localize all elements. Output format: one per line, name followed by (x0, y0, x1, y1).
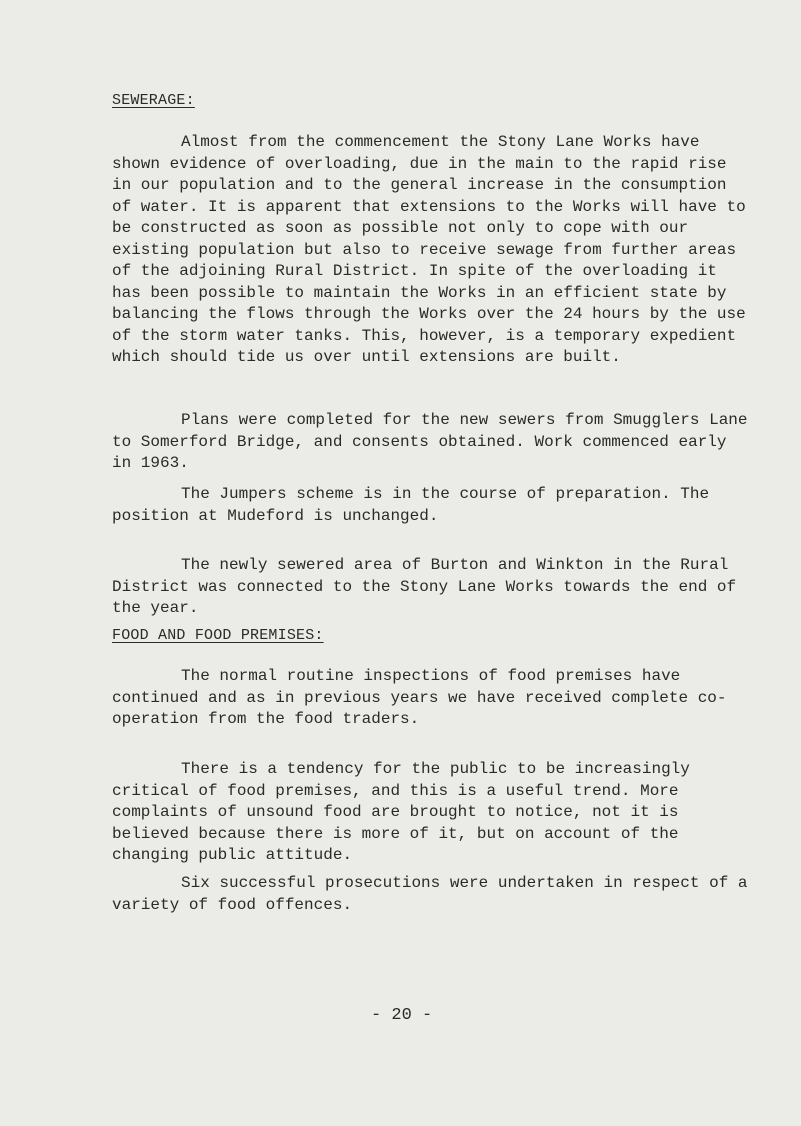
paragraph-prosecutions: Six successful prosecutions were undertaken in respect of a variety of food offences. (112, 874, 748, 914)
paragraph-jumpers-scheme: The Jumpers scheme is in the course of preparation. The position at Mudeford is unchanged. (112, 485, 710, 525)
page-number: - 20 - (371, 1006, 433, 1025)
paragraph-public-critical: There is a tendency for the public to be increasingly critical of food premises, and this is a useful trend. More complaints of unsound food are brought to notice, not it is believed because there is more of it, but on account of the changing public attitude. (112, 760, 690, 864)
paragraph-new-sewers: Plans were completed for the new sewers from Smugglers Lane to Somerford Bridge, and consents obtained. Work commenced early in 1963. (112, 411, 748, 472)
section-heading-food-premises: FOOD AND FOOD PREMISES: (112, 627, 324, 644)
section-heading-sewerage: SEWERAGE: (112, 92, 195, 109)
paragraph-sewerage-overloading: Almost from the commencement the Stony Lane Works have shown evidence of overloading, due in the main to the rapid rise in our population and to the general increase in the consumption of water. It is apparent that extensions to the Works will have to be constructed as soon as possible not only to cope with our existing population but also to receive sewage from further areas of the adjoining Rural District. In spite of the overloading it has been possible to maintain the Works in an efficient state by balancing the flows through the Works over the 24 hours by the use of the storm water tanks. This, however, is a temporary expedient which should tide us over until extensions are built. (112, 133, 746, 366)
paragraph-routine-inspections: The normal routine inspections of food premises have continued and as in previous years we have received complete co-operation from the food traders. (112, 667, 727, 728)
paragraph-burton-winkton: The newly sewered area of Burton and Winkton in the Rural District was connected to the Stony Lane Works towards the end of the year. (112, 556, 737, 617)
